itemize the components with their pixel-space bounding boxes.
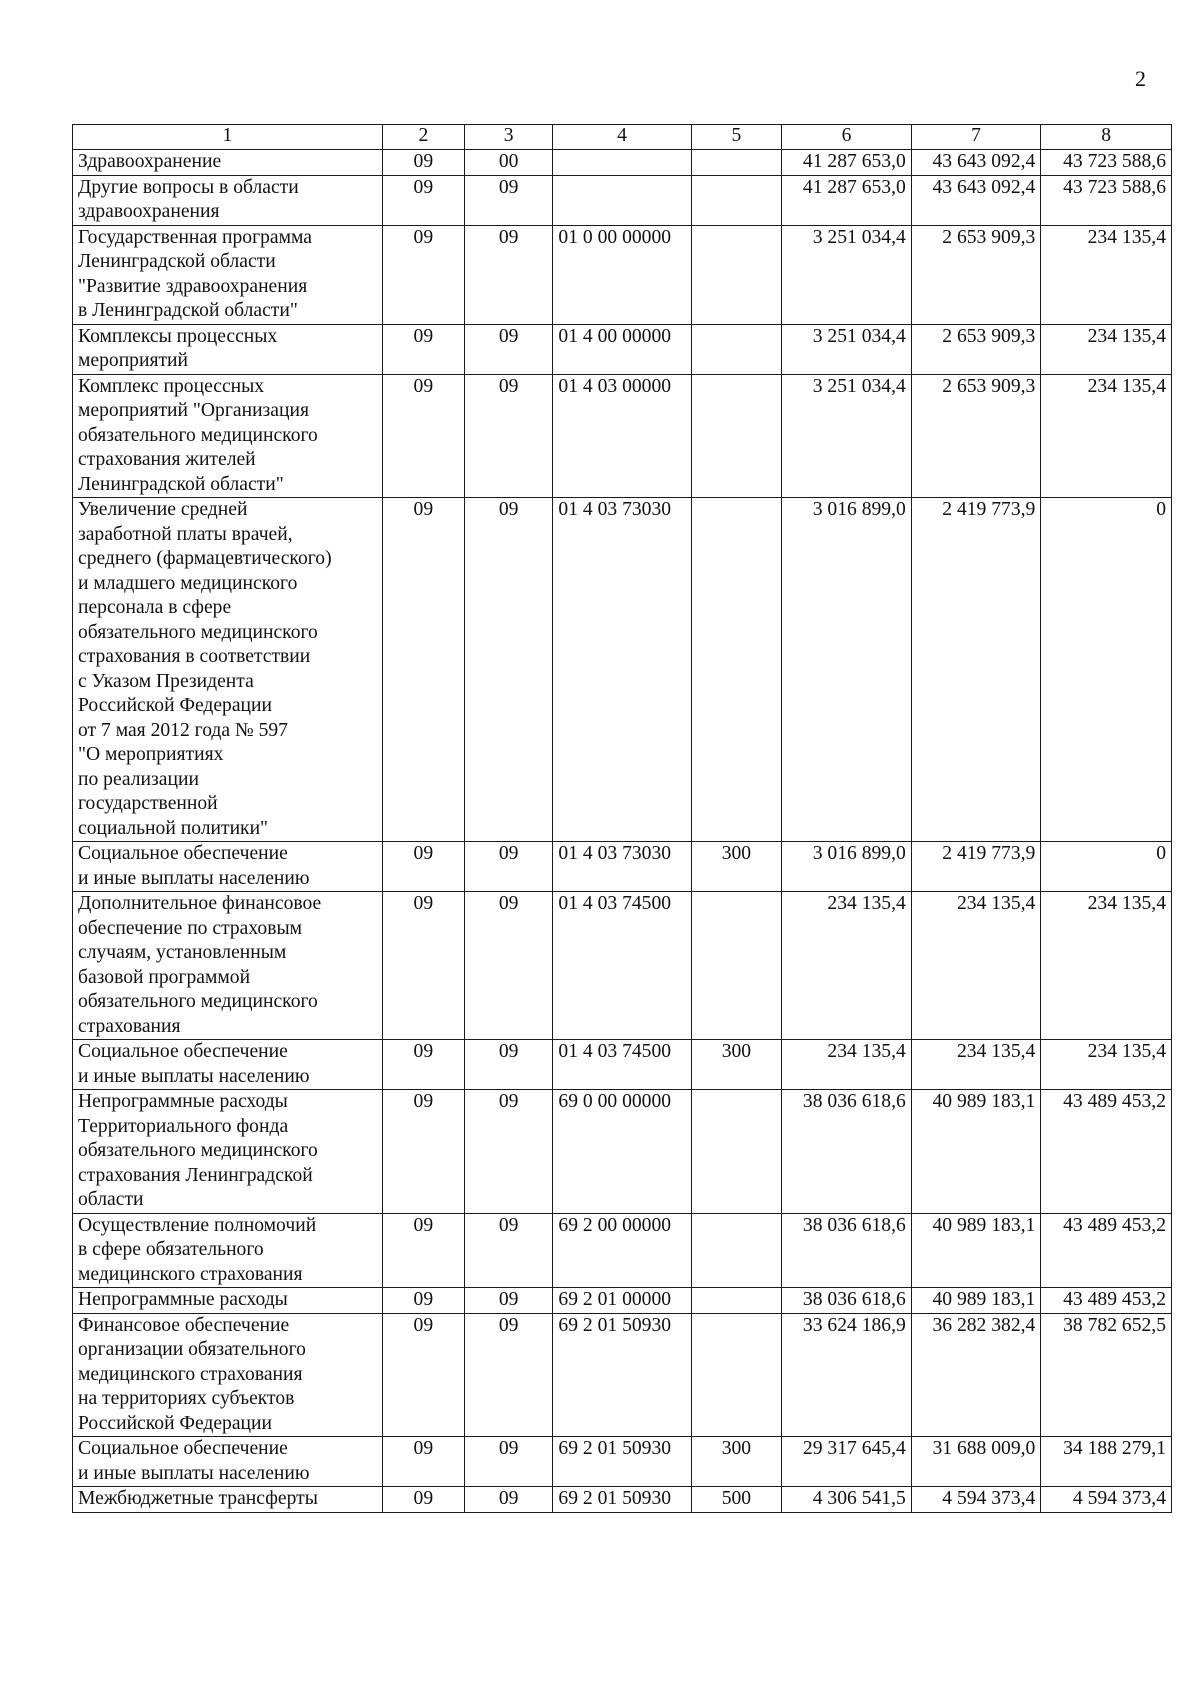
amount-col7-cell: 234 135,4 (911, 1040, 1041, 1090)
section-code-cell: 09 (382, 1313, 464, 1437)
amount-col6-cell: 33 624 186,9 (782, 1313, 912, 1437)
item-name-cell: Межбюджетные трансферты (73, 1487, 383, 1513)
item-name-cell: Другие вопросы в области здравоохранения (73, 175, 383, 225)
table-row (73, 498, 1172, 842)
target-article-cell (553, 175, 691, 225)
expense-type-cell (691, 498, 782, 842)
budget-table (72, 124, 1172, 1513)
item-name-cell: Осуществление полномочий в сфере обязательного медицинского страхования (73, 1213, 383, 1288)
amount-col7-cell: 31 688 009,0 (911, 1437, 1041, 1487)
expense-type-cell: 300 (691, 1437, 782, 1487)
section-code-cell: 09 (382, 1487, 464, 1513)
column-header: 3 (464, 125, 553, 150)
amount-col7-cell: 2 653 909,3 (911, 374, 1041, 498)
table-row (73, 892, 1172, 1040)
table-row (73, 175, 1172, 225)
target-article-cell: 69 2 00 00000 (553, 1213, 691, 1288)
subsection-code-cell: 09 (464, 1288, 553, 1314)
item-name-cell: Здравоохранение (73, 150, 383, 176)
item-name-cell: Дополнительное финансовое обеспечение по страховым случаям, установленным базовой программой обязательного медицинского страхования (73, 892, 383, 1040)
expense-type-cell (691, 1313, 782, 1437)
section-code-cell: 09 (382, 892, 464, 1040)
target-article-cell: 01 4 00 00000 (553, 324, 691, 374)
amount-col7-cell: 2 653 909,3 (911, 324, 1041, 374)
table-row (73, 1437, 1172, 1487)
table-row (73, 324, 1172, 374)
amount-col7-cell: 40 989 183,1 (911, 1288, 1041, 1314)
amount-col7-cell: 234 135,4 (911, 892, 1041, 1040)
column-header: 7 (911, 125, 1041, 150)
amount-col7-cell: 2 419 773,9 (911, 842, 1041, 892)
expense-type-cell (691, 225, 782, 324)
table-row (73, 1313, 1172, 1437)
amount-col6-cell: 29 317 645,4 (782, 1437, 912, 1487)
target-article-cell: 69 2 01 00000 (553, 1288, 691, 1314)
amount-col8-cell: 43 489 453,2 (1041, 1213, 1172, 1288)
amount-col6-cell: 3 016 899,0 (782, 842, 912, 892)
column-header: 5 (691, 125, 782, 150)
amount-col7-cell: 43 643 092,4 (911, 175, 1041, 225)
subsection-code-cell: 09 (464, 1040, 553, 1090)
page-number: 2 (1135, 66, 1146, 91)
expense-type-cell (691, 374, 782, 498)
amount-col7-cell: 2 419 773,9 (911, 498, 1041, 842)
item-name-cell: Социальное обеспечение и иные выплаты населению (73, 1437, 383, 1487)
amount-col8-cell: 43 723 588,6 (1041, 150, 1172, 176)
subsection-code-cell: 09 (464, 225, 553, 324)
section-code-cell: 09 (382, 842, 464, 892)
amount-col7-cell: 40 989 183,1 (911, 1090, 1041, 1214)
subsection-code-cell: 09 (464, 1090, 553, 1214)
table-row (73, 842, 1172, 892)
expense-type-cell (691, 175, 782, 225)
subsection-code-cell: 09 (464, 892, 553, 1040)
target-article-cell: 01 4 03 00000 (553, 374, 691, 498)
column-header: 1 (73, 125, 383, 150)
subsection-code-cell: 09 (464, 498, 553, 842)
amount-col8-cell: 43 723 588,6 (1041, 175, 1172, 225)
amount-col6-cell: 4 306 541,5 (782, 1487, 912, 1513)
section-code-cell: 09 (382, 324, 464, 374)
expense-type-cell (691, 892, 782, 1040)
table-row (73, 225, 1172, 324)
target-article-cell: 01 4 03 73030 (553, 842, 691, 892)
amount-col6-cell: 41 287 653,0 (782, 150, 912, 176)
section-code-cell: 09 (382, 1437, 464, 1487)
amount-col7-cell: 36 282 382,4 (911, 1313, 1041, 1437)
column-header: 8 (1041, 125, 1172, 150)
section-code-cell: 09 (382, 1090, 464, 1214)
amount-col8-cell: 234 135,4 (1041, 324, 1172, 374)
target-article-cell: 69 0 00 00000 (553, 1090, 691, 1214)
target-article-cell: 69 2 01 50930 (553, 1437, 691, 1487)
section-code-cell: 09 (382, 498, 464, 842)
target-article-cell: 01 0 00 00000 (553, 225, 691, 324)
amount-col8-cell: 234 135,4 (1041, 225, 1172, 324)
header-row (73, 125, 1172, 150)
table-row (73, 1040, 1172, 1090)
subsection-code-cell: 09 (464, 374, 553, 498)
amount-col8-cell: 234 135,4 (1041, 374, 1172, 498)
item-name-cell: Комплекс процессных мероприятий "Организация обязательного медицинского страхования жителей Ленинградской области" (73, 374, 383, 498)
amount-col7-cell: 4 594 373,4 (911, 1487, 1041, 1513)
amount-col8-cell: 0 (1041, 498, 1172, 842)
item-name-cell: Социальное обеспечение и иные выплаты населению (73, 1040, 383, 1090)
amount-col6-cell: 41 287 653,0 (782, 175, 912, 225)
expense-type-cell: 300 (691, 1040, 782, 1090)
subsection-code-cell: 09 (464, 1213, 553, 1288)
subsection-code-cell: 09 (464, 324, 553, 374)
amount-col7-cell: 2 653 909,3 (911, 225, 1041, 324)
expense-type-cell: 500 (691, 1487, 782, 1513)
section-code-cell: 09 (382, 225, 464, 324)
target-article-cell: 01 4 03 74500 (553, 892, 691, 1040)
expense-type-cell (691, 1288, 782, 1314)
target-article-cell: 69 2 01 50930 (553, 1487, 691, 1513)
item-name-cell: Финансовое обеспечение организации обязательного медицинского страхования на территориях субъектов Российской Федерации (73, 1313, 383, 1437)
amount-col6-cell: 3 016 899,0 (782, 498, 912, 842)
item-name-cell: Увеличение средней заработной платы врачей, среднего (фармацевтического) и младшего медицинского персонала в сфере обязательного медицинского страхования в соответствии с Указом Президента Российской Федерации от 7 мая 2012 года № 597 "О мероприятиях по реализации государственной социальной политики" (73, 498, 383, 842)
item-name-cell: Комплексы процессных мероприятий (73, 324, 383, 374)
amount-col6-cell: 234 135,4 (782, 892, 912, 1040)
subsection-code-cell: 00 (464, 150, 553, 176)
expense-type-cell (691, 1090, 782, 1214)
target-article-cell: 69 2 01 50930 (553, 1313, 691, 1437)
subsection-code-cell: 09 (464, 842, 553, 892)
table-row (73, 1288, 1172, 1314)
expense-type-cell (691, 150, 782, 176)
section-code-cell: 09 (382, 1288, 464, 1314)
target-article-cell (553, 150, 691, 176)
amount-col7-cell: 43 643 092,4 (911, 150, 1041, 176)
table-row (73, 374, 1172, 498)
subsection-code-cell: 09 (464, 1437, 553, 1487)
item-name-cell: Непрограммные расходы Территориального фонда обязательного медицинского страхования Ленинградской области (73, 1090, 383, 1214)
section-code-cell: 09 (382, 374, 464, 498)
item-name-cell: Непрограммные расходы (73, 1288, 383, 1314)
subsection-code-cell: 09 (464, 1487, 553, 1513)
section-code-cell: 09 (382, 1213, 464, 1288)
amount-col8-cell: 43 489 453,2 (1041, 1090, 1172, 1214)
amount-col6-cell: 38 036 618,6 (782, 1288, 912, 1314)
amount-col6-cell: 3 251 034,4 (782, 374, 912, 498)
subsection-code-cell: 09 (464, 175, 553, 225)
section-code-cell: 09 (382, 1040, 464, 1090)
target-article-cell: 01 4 03 74500 (553, 1040, 691, 1090)
expense-type-cell: 300 (691, 842, 782, 892)
amount-col6-cell: 3 251 034,4 (782, 324, 912, 374)
table-row (73, 150, 1172, 176)
subsection-code-cell: 09 (464, 1313, 553, 1437)
expense-type-cell (691, 1213, 782, 1288)
amount-col8-cell: 234 135,4 (1041, 892, 1172, 1040)
amount-col8-cell: 0 (1041, 842, 1172, 892)
table-row (73, 1487, 1172, 1513)
item-name-cell: Социальное обеспечение и иные выплаты населению (73, 842, 383, 892)
column-header: 6 (782, 125, 912, 150)
amount-col8-cell: 38 782 652,5 (1041, 1313, 1172, 1437)
column-header: 2 (382, 125, 464, 150)
expense-type-cell (691, 324, 782, 374)
amount-col6-cell: 38 036 618,6 (782, 1090, 912, 1214)
table-row (73, 1090, 1172, 1214)
amount-col7-cell: 40 989 183,1 (911, 1213, 1041, 1288)
item-name-cell: Государственная программа Ленинградской области "Развитие здравоохранения в Ленинградской области" (73, 225, 383, 324)
amount-col6-cell: 38 036 618,6 (782, 1213, 912, 1288)
amount-col8-cell: 43 489 453,2 (1041, 1288, 1172, 1314)
amount-col8-cell: 234 135,4 (1041, 1040, 1172, 1090)
amount-col6-cell: 234 135,4 (782, 1040, 912, 1090)
target-article-cell: 01 4 03 73030 (553, 498, 691, 842)
column-header: 4 (553, 125, 691, 150)
table-row (73, 1213, 1172, 1288)
amount-col8-cell: 4 594 373,4 (1041, 1487, 1172, 1513)
section-code-cell: 09 (382, 175, 464, 225)
table-body (73, 150, 1172, 1513)
amount-col6-cell: 3 251 034,4 (782, 225, 912, 324)
section-code-cell: 09 (382, 150, 464, 176)
amount-col8-cell: 34 188 279,1 (1041, 1437, 1172, 1487)
